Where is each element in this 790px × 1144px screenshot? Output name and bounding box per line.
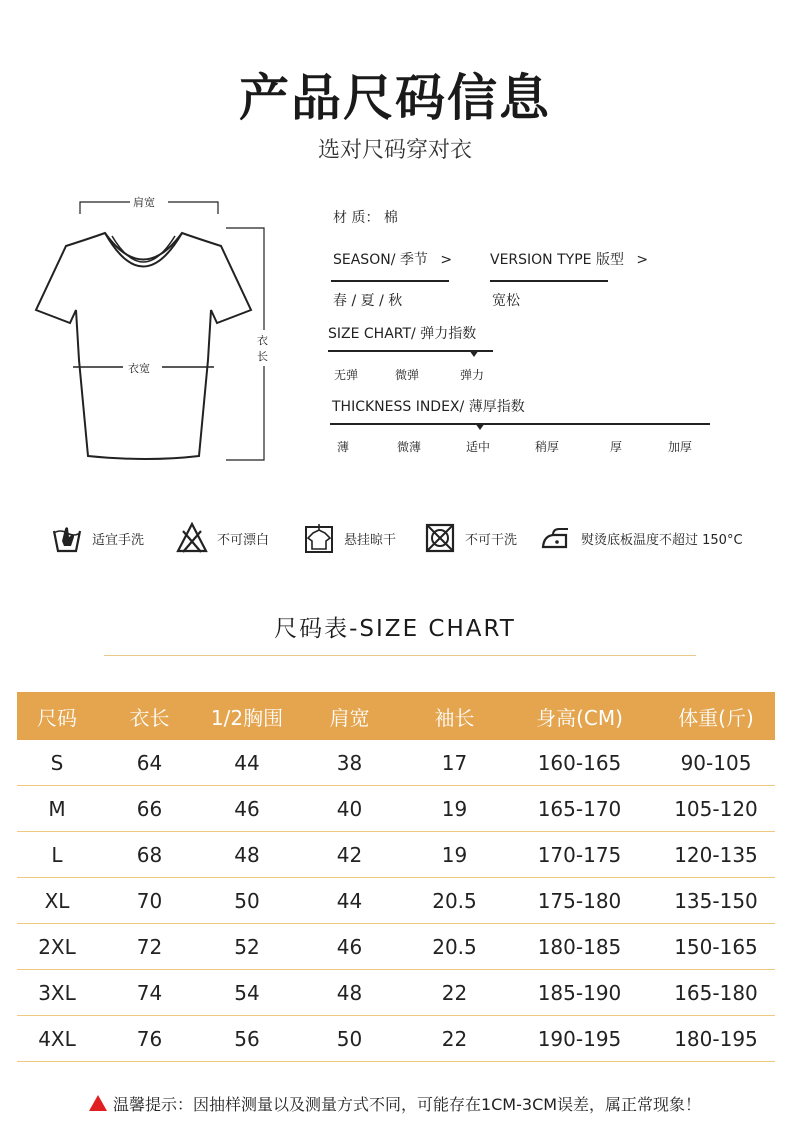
material-row [333,207,398,227]
table-cell: 46 [292,924,407,970]
hand-wash-icon [50,521,84,555]
hang-dry-icon [302,521,336,555]
table-cell: 165-170 [502,786,657,832]
season-label: SEASON/ 季节 [333,252,428,268]
table-cell: 160-165 [502,740,657,786]
shoulder-width-label: 肩宽 [133,196,155,209]
table-cell: 19 [407,832,502,878]
table-cell: 120-135 [657,832,775,878]
table-cell: 135-150 [657,878,775,924]
table-cell: 72 [97,924,202,970]
table-cell: 44 [292,878,407,924]
season-arrow-icon: > [440,252,453,268]
table-cell: 20.5 [407,878,502,924]
elasticity-option-1: 微弹 [395,368,420,382]
elasticity-option-0: 无弹 [334,368,359,382]
table-cell: 70 [97,878,202,924]
season-value: 春 / 夏 / 秋 [333,293,403,309]
table-cell: 76 [97,1016,202,1062]
iron-icon [539,521,573,555]
table-cell: 48 [292,970,407,1016]
table-row [17,970,775,1016]
table-cell: 19 [407,786,502,832]
table-cell: 64 [97,740,202,786]
thickness-option-3: 稍厚 [535,440,560,454]
table-cell: 150-165 [657,924,775,970]
table-cell: 190-195 [502,1016,657,1062]
length-label-top: 衣 [257,334,268,347]
care-hand-wash [50,518,144,558]
footer-note [0,1092,790,1115]
table-cell: 52 [202,924,292,970]
table-cell: XL [17,878,97,924]
page-subtitle: 选对尺码穿对衣 [317,138,472,163]
table-row [17,1016,775,1062]
table-cell: 4XL [17,1016,97,1062]
thickness-option-1: 微薄 [397,440,422,454]
table-cell: 68 [97,832,202,878]
table-cell: 20.5 [407,924,502,970]
size-chart-header-row [17,692,775,740]
table-cell: 42 [292,832,407,878]
table-cell: 175-180 [502,878,657,924]
table-cell: 54 [202,970,292,1016]
thickness-option-0: 薄 [337,440,350,454]
table-row [17,924,775,970]
table-cell: 56 [202,1016,292,1062]
table-row [17,878,775,924]
size-chart-title-divider [104,655,696,656]
table-cell: 44 [202,740,292,786]
table-row [17,740,775,786]
no-bleach-icon [175,521,209,555]
size-chart-title: 尺码表-SIZE CHART [274,616,516,642]
length-label-bottom: 长 [257,350,268,363]
table-cell: S [17,740,97,786]
elasticity-label: SIZE CHART/ 弹力指数 [328,326,477,342]
table-row [17,786,775,832]
shirt-diagram [28,190,288,480]
column-header: 衣长 [97,692,202,740]
thickness-option-2: 适中 [466,440,491,454]
table-cell: 40 [292,786,407,832]
table-cell: 180-185 [502,924,657,970]
column-header: 尺码 [17,692,97,740]
table-cell: 74 [97,970,202,1016]
elasticity-marker-icon [469,350,479,357]
table-cell: 38 [292,740,407,786]
table-cell: 105-120 [657,786,775,832]
column-header: 1/2胸围 [202,692,292,740]
footer-note-text: 温馨提示：因抽样测量以及测量方式不同，可能存在1CM-3CM误差，属正常现象！ [112,1095,702,1114]
thickness-option-5: 加厚 [668,440,693,454]
table-cell: 66 [97,786,202,832]
version-label-row [490,249,648,269]
column-header: 身高(CM) [502,692,657,740]
table-cell: 170-175 [502,832,657,878]
table-cell: 90-105 [657,740,775,786]
season-label-row [333,249,452,269]
material-value: 棉 [383,210,398,226]
length-label [257,330,268,366]
table-cell: 17 [407,740,502,786]
thickness-scale [330,423,710,425]
table-cell: 185-190 [502,970,657,1016]
thickness-marker-icon [475,423,485,430]
version-value: 宽松 [492,293,520,309]
care-iron-label: 熨烫底板温度不超过 150°C [581,532,743,548]
tshirt-outline-icon [28,190,288,480]
material-label: 材 质： [333,210,380,226]
season-divider [331,280,449,282]
column-header: 体重(斤) [657,692,775,740]
care-no-bleach-label: 不可漂白 [217,532,270,548]
care-iron [539,518,743,558]
column-header: 肩宽 [292,692,407,740]
elasticity-option-2: 弹力 [460,368,485,382]
page-title: 产品尺码信息 [239,69,551,127]
care-hang-dry [302,518,396,558]
table-cell: 22 [407,1016,502,1062]
table-cell: 165-180 [657,970,775,1016]
version-arrow-icon: > [636,252,649,268]
version-divider [490,280,608,282]
table-cell: 50 [202,878,292,924]
size-chart-table [17,692,775,1062]
table-cell: 46 [202,786,292,832]
care-no-dry-clean [423,518,517,558]
table-cell: 2XL [17,924,97,970]
table-cell: 3XL [17,970,97,1016]
care-hang-dry-label: 悬挂晾干 [344,532,397,548]
table-cell: 48 [202,832,292,878]
table-cell: 180-195 [657,1016,775,1062]
version-label: VERSION TYPE 版型 [490,252,624,268]
table-cell: 50 [292,1016,407,1062]
column-header: 袖长 [407,692,502,740]
no-dry-clean-icon [423,521,457,555]
warning-triangle-icon [89,1095,107,1111]
table-cell: 22 [407,970,502,1016]
thickness-label: THICKNESS INDEX/ 薄厚指数 [332,399,525,415]
table-cell: L [17,832,97,878]
care-no-bleach [175,518,269,558]
care-no-dry-clean-label: 不可干洗 [465,532,518,548]
chest-width-label: 衣宽 [128,362,150,375]
table-row [17,832,775,878]
care-hand-wash-label: 适宜手洗 [92,532,145,548]
thickness-option-4: 厚 [610,440,623,454]
table-cell: M [17,786,97,832]
